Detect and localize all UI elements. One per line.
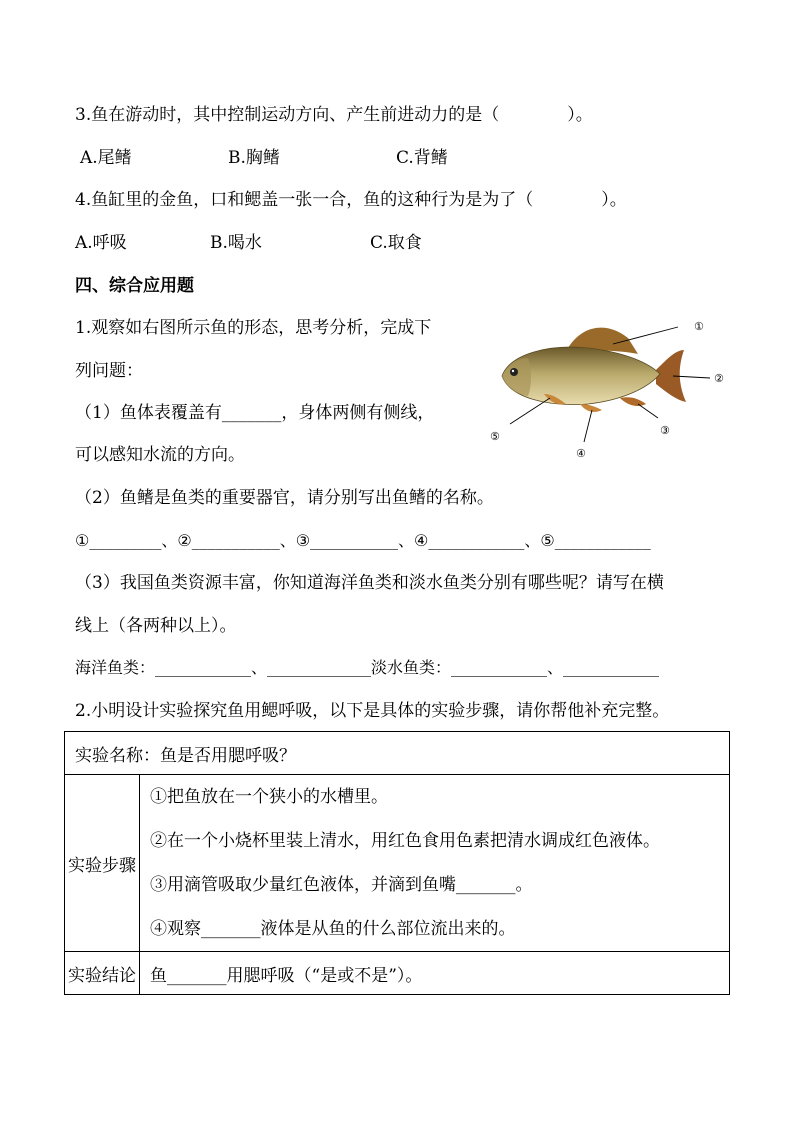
- section-title: 四、综合应用题: [75, 276, 194, 296]
- steps-cell: [140, 775, 730, 952]
- q3-question: 3.鱼在游动时，其中控制运动方向、产生前进动力的是（ ）。: [75, 105, 593, 125]
- q4-option-c: C.取食: [370, 233, 422, 253]
- q1-part2-blanks: ①_________、②___________、③___________、④____________、⑤____________: [75, 531, 651, 550]
- conclusion-cell: 鱼_______用腮呼吸（“是或不是”）。: [140, 952, 730, 995]
- fish-figure: [488, 312, 738, 462]
- experiment-table: [64, 731, 730, 995]
- q1-part3-line2: 线上（各两种以上）。: [75, 616, 237, 636]
- figure-label-5: ⑤: [490, 430, 500, 443]
- anal-fin: [620, 397, 646, 406]
- tail-fin: [656, 350, 686, 402]
- figure-label-2: ②: [714, 372, 724, 385]
- step-1: ①把鱼放在一个狭小的水槽里。: [150, 787, 388, 807]
- steps-header: 实验步骤: [65, 775, 140, 952]
- fish-eye: [510, 368, 518, 376]
- figure-label-1: ①: [694, 320, 704, 333]
- q1-part1-line2: 可以感知水流的方向。: [75, 445, 245, 465]
- step-4: ④观察_______液体是从鱼的什么部位流出来的。: [150, 919, 516, 939]
- q4-option-a: A.呼吸: [75, 233, 127, 253]
- figure-label-4: ④: [576, 447, 586, 460]
- q1-part3-answer: 海洋鱼类：____________、_____________淡水鱼类：____________、____________: [75, 658, 660, 677]
- q1-part2: （2）鱼鳍是鱼类的重要器官，请分别写出鱼鳍的名称。: [75, 488, 494, 508]
- step-2: ②在一个小烧杯里装上清水，用红色食用色素把清水调成红色液体。: [150, 831, 660, 851]
- q3-option-c: C.背鳍: [396, 148, 448, 168]
- q1-line2: 列问题：: [75, 361, 143, 381]
- figure-label-3: ③: [660, 424, 670, 437]
- q2-intro: 2.小明设计实验探究鱼用鳃呼吸，以下是具体的实验步骤，请你帮他补充完整。: [75, 701, 670, 721]
- q4-option-b: B.喝水: [210, 233, 262, 253]
- q1-line1: 1.观察如右图所示鱼的形态，思考分析，完成下: [75, 318, 432, 338]
- q1-part1-line1: （1）鱼体表覆盖有_______，身体两侧有侧线，: [75, 403, 435, 423]
- q3-option-b: B.胸鳍: [228, 148, 280, 168]
- q4-question: 4.鱼缸里的金鱼，口和鳃盖一张一合，鱼的这种行为是为了（ ）。: [75, 190, 627, 210]
- experiment-name: 实验名称：鱼是否用腮呼吸？: [65, 732, 730, 775]
- conclusion-header: 实验结论: [65, 952, 140, 995]
- q1-part3-line1: （3）我国鱼类资源丰富，你知道海洋鱼类和淡水鱼类分别有哪些呢？请写在横: [75, 573, 664, 593]
- q3-option-a: A.尾鳍: [80, 148, 132, 168]
- step-3: ③用滴管吸取少量红色液体，并滴到鱼嘴_______。: [150, 875, 533, 895]
- pelvic-fin: [580, 404, 602, 412]
